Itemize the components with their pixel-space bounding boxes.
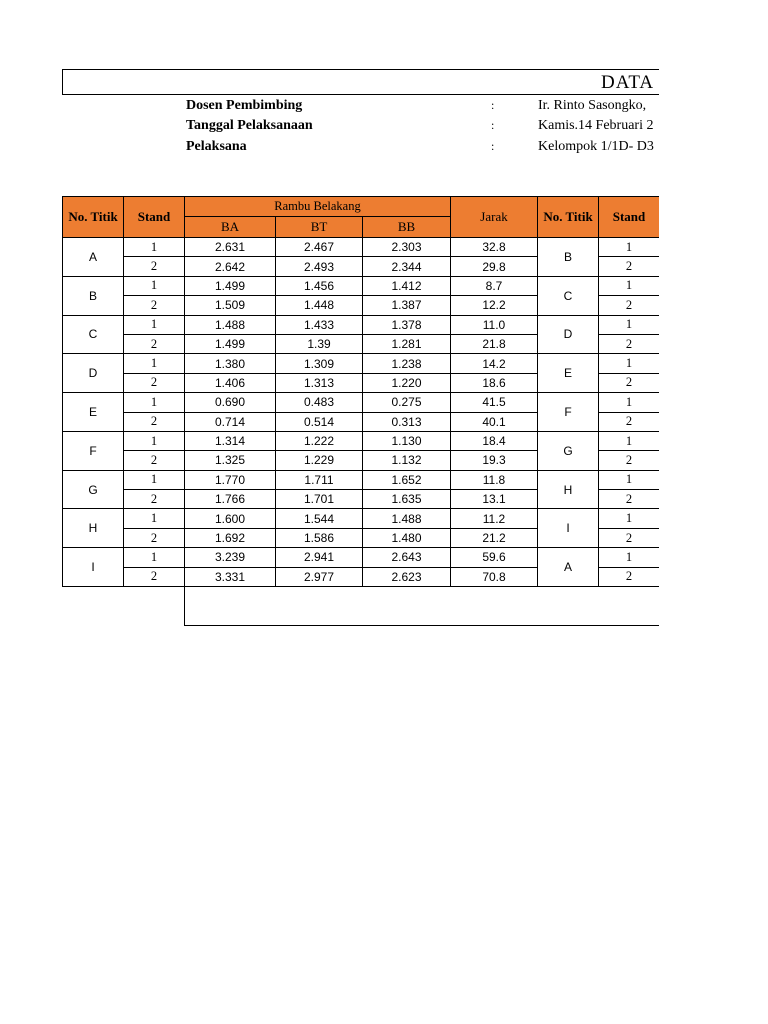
cell-ba: 1.692 bbox=[185, 528, 276, 547]
cell-jarak: 18.4 bbox=[451, 431, 538, 450]
cell-jarak: 40.1 bbox=[451, 412, 538, 431]
cell-ba: 3.331 bbox=[185, 567, 276, 586]
cell-bt: 2.493 bbox=[276, 257, 363, 276]
cell-jarak: 70.8 bbox=[451, 567, 538, 586]
cell-no-titik: D bbox=[63, 354, 124, 393]
cell-no-titik: G bbox=[63, 470, 124, 509]
table-row bbox=[63, 354, 660, 373]
header-no-titik: No. Titik bbox=[63, 197, 124, 238]
cell-bt: 1.229 bbox=[276, 451, 363, 470]
info-label-dosen: Dosen Pembimbing bbox=[186, 98, 303, 113]
cell-stand: 1 bbox=[124, 315, 185, 334]
header-rambu-belakang: Rambu Belakang bbox=[185, 197, 451, 217]
cell-bb: 2.643 bbox=[363, 548, 451, 567]
cell-ba: 1.488 bbox=[185, 315, 276, 334]
table-row bbox=[63, 431, 660, 450]
cell-no-titik: H bbox=[63, 509, 124, 548]
header-ba: BA bbox=[185, 216, 276, 237]
measurement-table bbox=[62, 196, 660, 587]
info-colon: : bbox=[491, 139, 495, 153]
cell-stand-2: 2 bbox=[599, 490, 660, 509]
cell-jarak: 14.2 bbox=[451, 354, 538, 373]
cell-bb: 1.488 bbox=[363, 509, 451, 528]
cell-ba: 1.314 bbox=[185, 431, 276, 450]
cell-bb: 1.281 bbox=[363, 334, 451, 353]
cell-stand: 1 bbox=[124, 354, 185, 373]
cell-stand-2: 1 bbox=[599, 393, 660, 412]
cell-no-titik: B bbox=[63, 276, 124, 315]
cell-no-titik-2: E bbox=[538, 354, 599, 393]
cell-bt: 0.483 bbox=[276, 393, 363, 412]
cell-bb: 1.412 bbox=[363, 276, 451, 295]
cell-bt: 1.456 bbox=[276, 276, 363, 295]
cell-bt: 1.39 bbox=[276, 334, 363, 353]
cell-no-titik-2: D bbox=[538, 315, 599, 354]
cell-bt: 0.514 bbox=[276, 412, 363, 431]
cell-bb: 1.132 bbox=[363, 451, 451, 470]
cell-stand-2: 2 bbox=[599, 528, 660, 547]
cell-stand: 1 bbox=[124, 548, 185, 567]
page-crop-area bbox=[659, 60, 768, 660]
cell-stand-2: 2 bbox=[599, 567, 660, 586]
cell-ba: 3.239 bbox=[185, 548, 276, 567]
cell-stand-2: 1 bbox=[599, 354, 660, 373]
cell-no-titik: F bbox=[63, 431, 124, 470]
cell-ba: 2.631 bbox=[185, 238, 276, 257]
header-jarak: Jarak bbox=[451, 197, 538, 238]
cell-jarak: 41.5 bbox=[451, 393, 538, 412]
cell-no-titik: C bbox=[63, 315, 124, 354]
cell-jarak: 11.0 bbox=[451, 315, 538, 334]
cell-bt: 1.448 bbox=[276, 296, 363, 315]
cell-stand: 2 bbox=[124, 257, 185, 276]
cell-stand-2: 2 bbox=[599, 334, 660, 353]
cell-ba: 1.380 bbox=[185, 354, 276, 373]
cell-jarak: 32.8 bbox=[451, 238, 538, 257]
notes-box bbox=[184, 586, 659, 626]
cell-jarak: 21.2 bbox=[451, 528, 538, 547]
cell-bb: 1.238 bbox=[363, 354, 451, 373]
cell-stand: 2 bbox=[124, 451, 185, 470]
cell-stand-2: 1 bbox=[599, 548, 660, 567]
cell-bb: 0.313 bbox=[363, 412, 451, 431]
cell-bt: 1.309 bbox=[276, 354, 363, 373]
cell-stand: 1 bbox=[124, 238, 185, 257]
cell-jarak: 19.3 bbox=[451, 451, 538, 470]
cell-no-titik-2: I bbox=[538, 509, 599, 548]
cell-jarak: 12.2 bbox=[451, 296, 538, 315]
table-row bbox=[63, 393, 660, 412]
cell-bb: 1.652 bbox=[363, 470, 451, 489]
cell-no-titik-2: H bbox=[538, 470, 599, 509]
cell-stand: 2 bbox=[124, 567, 185, 586]
cell-stand: 2 bbox=[124, 528, 185, 547]
cell-stand-2: 2 bbox=[599, 373, 660, 392]
info-value-tanggal: Kamis.14 Februari 2 bbox=[538, 118, 654, 133]
cell-jarak: 59.6 bbox=[451, 548, 538, 567]
cell-bt: 1.222 bbox=[276, 431, 363, 450]
cell-bb: 2.303 bbox=[363, 238, 451, 257]
cell-stand: 2 bbox=[124, 373, 185, 392]
cell-ba: 1.766 bbox=[185, 490, 276, 509]
table-row bbox=[63, 315, 660, 334]
cell-stand-2: 1 bbox=[599, 238, 660, 257]
info-value-dosen: Ir. Rinto Sasongko, bbox=[538, 98, 647, 113]
cell-no-titik: E bbox=[63, 393, 124, 432]
table-row bbox=[63, 276, 660, 295]
info-value-pelaksana: Kelompok 1/1D- D3 bbox=[538, 139, 654, 154]
cell-ba: 2.642 bbox=[185, 257, 276, 276]
cell-bt: 1.313 bbox=[276, 373, 363, 392]
table-row bbox=[63, 509, 660, 528]
cell-jarak: 18.6 bbox=[451, 373, 538, 392]
info-colon: : bbox=[491, 118, 495, 132]
cell-bb: 1.220 bbox=[363, 373, 451, 392]
cell-ba: 1.770 bbox=[185, 470, 276, 489]
cell-ba: 1.600 bbox=[185, 509, 276, 528]
cell-ba: 1.499 bbox=[185, 334, 276, 353]
cell-stand: 1 bbox=[124, 470, 185, 489]
cell-bt: 1.701 bbox=[276, 490, 363, 509]
cell-stand: 1 bbox=[124, 276, 185, 295]
page-title: DATA bbox=[601, 72, 655, 93]
header-stand-2: Stand bbox=[599, 197, 660, 238]
cell-stand-2: 1 bbox=[599, 315, 660, 334]
cell-no-titik-2: A bbox=[538, 548, 599, 587]
cell-jarak: 8.7 bbox=[451, 276, 538, 295]
cell-no-titik: I bbox=[63, 548, 124, 587]
cell-stand-2: 2 bbox=[599, 296, 660, 315]
cell-stand-2: 2 bbox=[599, 412, 660, 431]
cell-bt: 2.467 bbox=[276, 238, 363, 257]
cell-jarak: 13.1 bbox=[451, 490, 538, 509]
cell-bt: 1.433 bbox=[276, 315, 363, 334]
header-bt: BT bbox=[276, 216, 363, 237]
cell-stand: 2 bbox=[124, 412, 185, 431]
cell-ba: 1.499 bbox=[185, 276, 276, 295]
cell-stand-2: 2 bbox=[599, 451, 660, 470]
cell-ba: 1.509 bbox=[185, 296, 276, 315]
cell-ba: 1.406 bbox=[185, 373, 276, 392]
cell-bt: 2.977 bbox=[276, 567, 363, 586]
cell-bb: 2.623 bbox=[363, 567, 451, 586]
cell-stand: 2 bbox=[124, 334, 185, 353]
header-stand: Stand bbox=[124, 197, 185, 238]
cell-jarak: 11.8 bbox=[451, 470, 538, 489]
cell-ba: 0.690 bbox=[185, 393, 276, 412]
cell-bb: 1.635 bbox=[363, 490, 451, 509]
cell-jarak: 21.8 bbox=[451, 334, 538, 353]
cell-jarak: 29.8 bbox=[451, 257, 538, 276]
cell-stand-2: 2 bbox=[599, 257, 660, 276]
table-row bbox=[63, 470, 660, 489]
cell-stand: 1 bbox=[124, 509, 185, 528]
cell-bb: 1.387 bbox=[363, 296, 451, 315]
cell-no-titik-2: F bbox=[538, 393, 599, 432]
cell-bb: 1.480 bbox=[363, 528, 451, 547]
cell-stand-2: 1 bbox=[599, 276, 660, 295]
cell-no-titik-2: C bbox=[538, 276, 599, 315]
header-no-titik-2: No. Titik bbox=[538, 197, 599, 238]
cell-bb: 0.275 bbox=[363, 393, 451, 412]
header-bb: BB bbox=[363, 216, 451, 237]
cell-ba: 1.325 bbox=[185, 451, 276, 470]
cell-bb: 1.130 bbox=[363, 431, 451, 450]
cell-no-titik-2: G bbox=[538, 431, 599, 470]
cell-bt: 1.586 bbox=[276, 528, 363, 547]
cell-stand: 1 bbox=[124, 393, 185, 412]
cell-stand: 2 bbox=[124, 296, 185, 315]
cell-stand: 1 bbox=[124, 431, 185, 450]
cell-bb: 1.378 bbox=[363, 315, 451, 334]
cell-ba: 0.714 bbox=[185, 412, 276, 431]
cell-stand-2: 1 bbox=[599, 431, 660, 450]
table-row bbox=[63, 548, 660, 567]
cell-stand-2: 1 bbox=[599, 509, 660, 528]
cell-bb: 2.344 bbox=[363, 257, 451, 276]
cell-stand: 2 bbox=[124, 490, 185, 509]
cell-bt: 1.711 bbox=[276, 470, 363, 489]
cell-no-titik-2: B bbox=[538, 238, 599, 277]
table-row bbox=[63, 238, 660, 257]
info-colon: : bbox=[491, 98, 495, 112]
cell-bt: 2.941 bbox=[276, 548, 363, 567]
cell-bt: 1.544 bbox=[276, 509, 363, 528]
cell-stand-2: 1 bbox=[599, 470, 660, 489]
cell-jarak: 11.2 bbox=[451, 509, 538, 528]
info-label-pelaksana: Pelaksana bbox=[186, 139, 247, 154]
cell-no-titik: A bbox=[63, 238, 124, 277]
title-bar bbox=[62, 69, 659, 95]
info-label-tanggal: Tanggal Pelaksanaan bbox=[186, 118, 313, 133]
